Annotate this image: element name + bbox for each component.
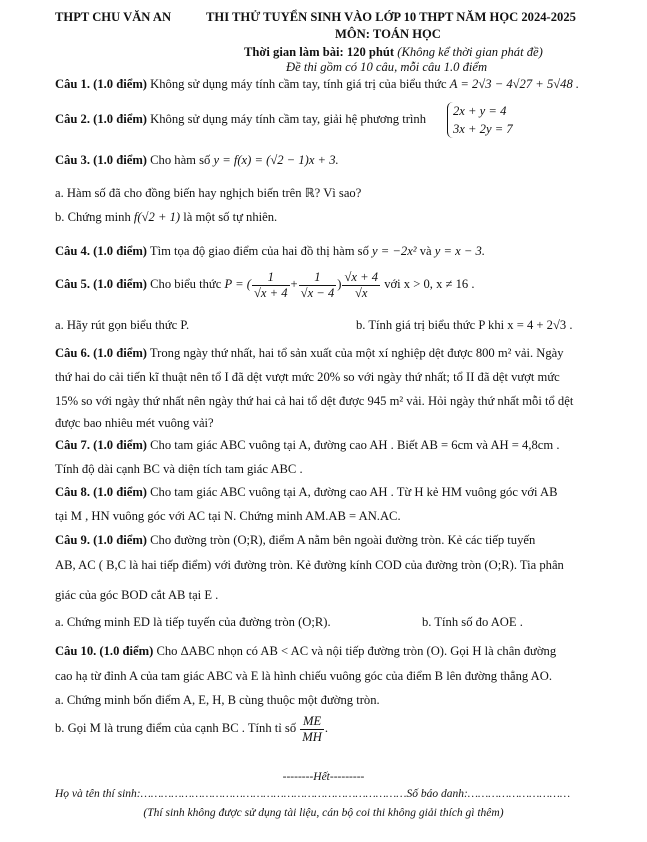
question-9-line: giác của góc BOD cắt AB tại E . (55, 588, 219, 602)
school-name: THPT CHU VĂN AN (55, 10, 172, 24)
question-3b: b. Chứng minh f(√2 + 1) là một số tự nhiên. (55, 210, 278, 224)
question-6-line: được bao nhiêu mét vuông vải? (55, 416, 214, 430)
equation-system: 2x + y = 4 3x + 2y = 7 (447, 102, 513, 138)
question-10a: a. Chứng minh bốn điểm A, E, H, B cùng thuộc một đường tròn. (55, 693, 380, 707)
subject: MÔN: TOÁN HỌC (335, 27, 441, 41)
question-5b: b. Tính giá trị biểu thức P khi x = 4 + 2√3 . (356, 318, 573, 332)
question-1: Câu 1. (1.0 điểm) Không sử dụng máy tính cầm tay, tính giá trị của biểu thức A = 2√3 − 4√27 + 5√48 . (55, 77, 580, 91)
question-4: Câu 4. (1.0 điểm) Tìm tọa độ giao điểm của hai đồ thị hàm số y = −2x² và y = x − 3. (55, 244, 485, 258)
exam-structure: Đề thi gồm có 10 câu, mỗi câu 1.0 điểm (286, 60, 488, 74)
question-9a: a. Chứng minh ED là tiếp tuyến của đường tròn (O;R). (55, 615, 331, 629)
question-10b: b. Gọi M là trung điểm của cạnh BC . Tính tỉ số $\frac{ME}{MH}$ . (55, 713, 329, 744)
question-3: Câu 3. (1.0 điểm) Cho hàm số y = f(x) = (√2 − 1)x + 3. (55, 153, 339, 167)
question-5a: a. Hãy rút gọn biểu thức P. (55, 318, 190, 332)
question-2: Câu 2. (1.0 điểm) Không sử dụng máy tính cầm tay, giải hệ phương trình (55, 112, 427, 126)
candidate-info-line: Họ và tên thí sinh:……………………………………………………………………Số báo danh:………………………… (55, 788, 571, 800)
question-10-line: cao hạ từ đỉnh A của tam giác ABC và E là hình chiếu vuông góc của điểm B lên đường thẳng AO. (55, 669, 553, 683)
question-7: Câu 7. (1.0 điểm) Cho tam giác ABC vuông tại A, đường cao AH . Biết AB = 6cm và AH = 4,8cm . (55, 438, 560, 452)
question-6: Câu 6. (1.0 điểm) Trong ngày thứ nhất, hai tổ sản xuất của một xí nghiệp dệt được 800 m² vải. Ngày (55, 346, 564, 360)
question-8: Câu 8. (1.0 điểm) Cho tam giác ABC vuông tại A, đường cao AH . Từ H kẻ HM vuông góc với AB (55, 485, 558, 499)
question-3a: a. Hàm số đã cho đồng biến hay nghịch biến trên ℝ? Vì sao? (55, 186, 362, 200)
question-6-line: 15% so với ngày thứ nhất nên ngày thứ hai cả hai tổ dệt được 945 m² vải. Hỏi ngày thứ nhất mỗi tổ dệt (55, 394, 574, 408)
end-marker: --------Hết--------- (282, 771, 365, 783)
question-9-line: AB, AC ( B,C là hai tiếp điểm) với đường tròn. Kẻ đường kính COD của đường tròn (O;R). Tia phân (55, 558, 564, 572)
question-5: Câu 5. (1.0 điểm) Cho biểu thức P = ( $\frac{1}{√x + 4}$ + $\frac{1}{√x - 4}$ ) $\frac{√x + 4}{√x}$ với x > 0, x ≠ 16 . (55, 269, 475, 300)
question-9: Câu 9. (1.0 điểm) Cho đường tròn (O;R), điểm A nằm bên ngoài đường tròn. Kẻ các tiếp tuyến (55, 533, 536, 547)
question-6-line: thứ hai do cải tiến kĩ thuật nên tổ I đã dệt vượt mức 20% so với ngày thứ nhất; tổ II đã dệt vượt mức (55, 370, 560, 384)
question-7-line: Tính độ dài cạnh BC và diện tích tam giác ABC . (55, 462, 303, 476)
time-limit: Thời gian làm bài: 120 phút (Không kể thời gian phát đề) (244, 45, 543, 59)
exam-title: THI THỬ TUYỂN SINH VÀO LỚP 10 THPT NĂM HỌC 2024-2025 (206, 10, 576, 24)
question-9b: b. Tính số đo AOE . (422, 615, 523, 629)
question-10: Câu 10. (1.0 điểm) Cho ΔABC nhọn có AB < AC và nội tiếp đường tròn (O). Gọi H là chân đường (55, 644, 557, 658)
question-8-line: tại M , HN vuông góc với AC tại N. Chứng minh AM.AB = AN.AC. (55, 509, 401, 523)
exam-note: (Thí sinh không được sử dụng tài liệu, cán bộ coi thi không giải thích gì thêm) (143, 807, 504, 819)
